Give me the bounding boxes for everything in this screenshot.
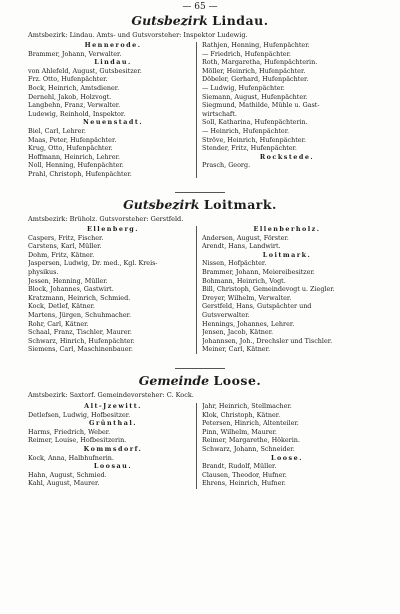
- place-heading: Alt-Jzewitt.: [84, 402, 142, 410]
- section-subtitle-loitmark: Amtsbezirk: Brüholz. Gutsvorsteher: Gerstfeld.: [28, 215, 184, 223]
- directory-entry: Langbehn, Franz, Verwalter.: [28, 101, 121, 110]
- section-title-loose: [0, 374, 400, 388]
- directory-entry: Gerstfeld, Hans, Gutspächter und: [202, 302, 312, 311]
- directory-entry: Siegmund, Mathilde, Mühle u. Gast-: [202, 101, 320, 110]
- directory-entry: Hennings, Johannes, Lehrer.: [202, 319, 295, 328]
- directory-entry: Prahl, Christoph, Hufenpächter.: [28, 169, 132, 178]
- section-title-prefix: Gemeinde: [138, 373, 210, 388]
- directory-entry: Arendt, Hans, Landwirt.: [202, 242, 281, 251]
- column-divider: [196, 226, 197, 354]
- directory-entry: Kahl, August, Maurer.: [28, 479, 100, 488]
- directory-entry: Krug, Otto, Hufenpächter.: [28, 144, 113, 153]
- directory-entry: von Ahlefeld, August, Gutsbesitzer.: [28, 66, 142, 75]
- directory-entry: — Ludwig, Hufenpächter.: [202, 83, 285, 92]
- place-heading: Hennerode.: [84, 41, 142, 49]
- directory-entry: Carstens, Karl, Müller.: [28, 242, 102, 251]
- directory-entry: Soll, Katharina, Hufenpächterin.: [202, 118, 308, 127]
- place-heading: Loosau.: [93, 462, 133, 471]
- section-subtitle-loose: Amtsbezirk: Saxtorf. Gemeindevorsteher: C. Kock.: [28, 391, 194, 399]
- directory-entry: Jensen, Jacob, Kätner.: [202, 328, 274, 337]
- directory-entry: Jahr, Heinrich, Stellmacher.: [202, 402, 292, 410]
- directory-entry: Detlefsen, Ludwig, Hofbesitzer.: [28, 410, 131, 419]
- section-title-prefix: Gutsbezirk: [123, 197, 200, 212]
- directory-entry: Noll, Henning, Hufenpächter.: [28, 161, 124, 170]
- place-heading: Loose.: [271, 453, 303, 462]
- directory-entry: Kratzmann, Heinrich, Schmied.: [28, 293, 131, 302]
- directory-entry: Möller, Heinrich, Hufenpächter.: [202, 66, 306, 75]
- section-title-name: Loose.: [213, 373, 262, 388]
- directory-entry: Prasch, Georg.: [202, 161, 251, 170]
- directory-entry: Caspers, Fritz, Fischer.: [28, 233, 104, 242]
- directory-entry: Schwarz, Hinrich, Hufenpächter.: [28, 336, 135, 345]
- directory-entry: Biel, Carl, Lehrer.: [28, 126, 86, 135]
- section-title-lindau: [0, 14, 400, 28]
- directory-entry: Hahn, August, Schmied.: [28, 470, 107, 479]
- column-right-loose: [202, 402, 372, 488]
- directory-entry: Rathjen, Henning, Hufenpächter.: [202, 41, 310, 49]
- directory-entry: Dreyer, Wilhelm, Verwalter.: [202, 293, 292, 302]
- directory-entry: Bill, Christoph, Gemeindevogt u. Ziegler.: [202, 285, 335, 294]
- column-left-loose: [28, 402, 198, 488]
- directory-entry: Rohr, Carl, Kätner.: [28, 319, 89, 328]
- directory-entry: Reimer, Louise, Hofbesitzerin.: [28, 436, 127, 445]
- directory-entry: Schwarz, Johann, Schneider.: [202, 444, 295, 453]
- directory-entry: Kock, Detlef, Kätner.: [28, 302, 95, 311]
- directory-entry: Schaal, Franz, Tischler, Maurer.: [28, 328, 132, 337]
- directory-entry: physikus.: [28, 267, 59, 276]
- directory-entry: Andersen, August, Förster.: [202, 233, 289, 242]
- directory-entry: Johannsen, Joh., Drechsler und Tischler.: [202, 336, 333, 345]
- directory-entry: Jaspersen, Ludwig, Dr. med., Kgl. Kreis-: [28, 259, 158, 268]
- directory-entry: Ströve, Heinrich, Hufenpächter.: [202, 135, 306, 144]
- place-heading: Kommsdorf.: [83, 444, 143, 453]
- directory-entry: Reimer, Margarethe, Hökerin.: [202, 436, 300, 445]
- directory-entry: Pinn, Wilhelm, Maurer.: [202, 427, 277, 436]
- directory-entry: Bock, Heinrich, Amtsdiener.: [28, 83, 120, 92]
- directory-entry: Martens, Jürgen, Schuhmacher.: [28, 310, 132, 319]
- directory-entry: Frz. Otto, Hufenpächter.: [28, 75, 108, 84]
- column-right-lindau: [202, 41, 372, 170]
- page-number: — 65 —: [182, 2, 218, 12]
- section-title-loitmark: [0, 198, 400, 212]
- place-heading: Grünthal.: [88, 419, 137, 428]
- directory-entry: Hoffmann, Heinrich, Lehrer.: [28, 152, 120, 161]
- directory-entry: Harms, Friedrich, Weber.: [28, 427, 111, 436]
- place-heading: Lindau.: [94, 58, 132, 67]
- column-divider: [196, 403, 197, 489]
- place-heading: Loitmark.: [262, 250, 312, 259]
- directory-entry: Siemann, August, Hufenpächter.: [202, 92, 308, 101]
- directory-entry: Brammer, Johann, Verwalter.: [28, 49, 122, 58]
- section-title-name: Lindau.: [212, 13, 269, 28]
- directory-entry: Dohm, Fritz, Kätner.: [28, 250, 95, 259]
- directory-entry: Ludewig, Reinhold, Inspektor.: [28, 109, 126, 118]
- section-title-prefix: Gutsbezirk: [131, 13, 208, 28]
- directory-entry: Block, Johannes, Gastwirt.: [28, 285, 114, 294]
- place-heading: Ellenberholz.: [253, 225, 321, 233]
- directory-entry: wirtschaft.: [202, 109, 237, 118]
- column-right-loitmark: [202, 225, 372, 354]
- directory-entry: Stender, Fritz, Hufenpächter.: [202, 144, 297, 153]
- place-heading: Rockstede.: [259, 152, 315, 161]
- directory-entry: Bohmann, Heinrich, Vogt.: [202, 276, 286, 285]
- directory-entry: — Friedrich, Hufenpächter.: [202, 49, 291, 58]
- place-heading: Neuenstadt.: [82, 118, 144, 127]
- directory-entry: Ehrens, Heinrich, Hufner.: [202, 479, 286, 488]
- section-subtitle-lindau: Amtsbezirk: Lindau. Amts- und Gutsvorsteher: Inspektor Ludewig.: [28, 31, 248, 39]
- directory-entry: Brammer, Johann, Meiereibesitzer.: [202, 267, 315, 276]
- directory-entry: Nissen, Hofpächter.: [202, 259, 267, 268]
- directory-entry: Döbeler, Gerhard, Hufenpächter.: [202, 75, 309, 84]
- section-separator: [175, 192, 225, 193]
- column-left-lindau: [28, 41, 198, 179]
- directory-entry: Klok, Christoph, Kätner.: [202, 410, 281, 419]
- directory-entry: Dernehl, Jakob, Holzvogt.: [28, 92, 112, 101]
- column-divider: [196, 42, 197, 178]
- directory-entry: Brandt, Rudolf, Müller.: [202, 462, 277, 471]
- directory-entry: Siemens, Carl, Maschinenbauer.: [28, 345, 133, 354]
- directory-entry: Petersen, Hinrich, Altenteiler.: [202, 419, 299, 428]
- place-heading: Ellenberg.: [86, 225, 140, 233]
- column-left-loitmark: [28, 225, 198, 354]
- directory-entry: — Heinrich, Hufenpächter.: [202, 126, 290, 135]
- directory-entry: Meiner, Carl, Kätner.: [202, 345, 270, 354]
- directory-entry: Clausen, Theodor, Hufner.: [202, 470, 287, 479]
- section-title-name: Loitmark.: [203, 197, 277, 212]
- section-separator: [175, 368, 225, 369]
- directory-entry: Jessen, Henning, Müller.: [28, 276, 108, 285]
- directory-entry: Maas, Peter, Hufenpächter.: [28, 135, 117, 144]
- directory-entry: Gutsverwalter.: [202, 310, 250, 319]
- directory-entry: Roth, Margaretha, Hufenpächterin.: [202, 58, 318, 67]
- directory-entry: Kock, Anna, Halbhufnerin.: [28, 453, 114, 462]
